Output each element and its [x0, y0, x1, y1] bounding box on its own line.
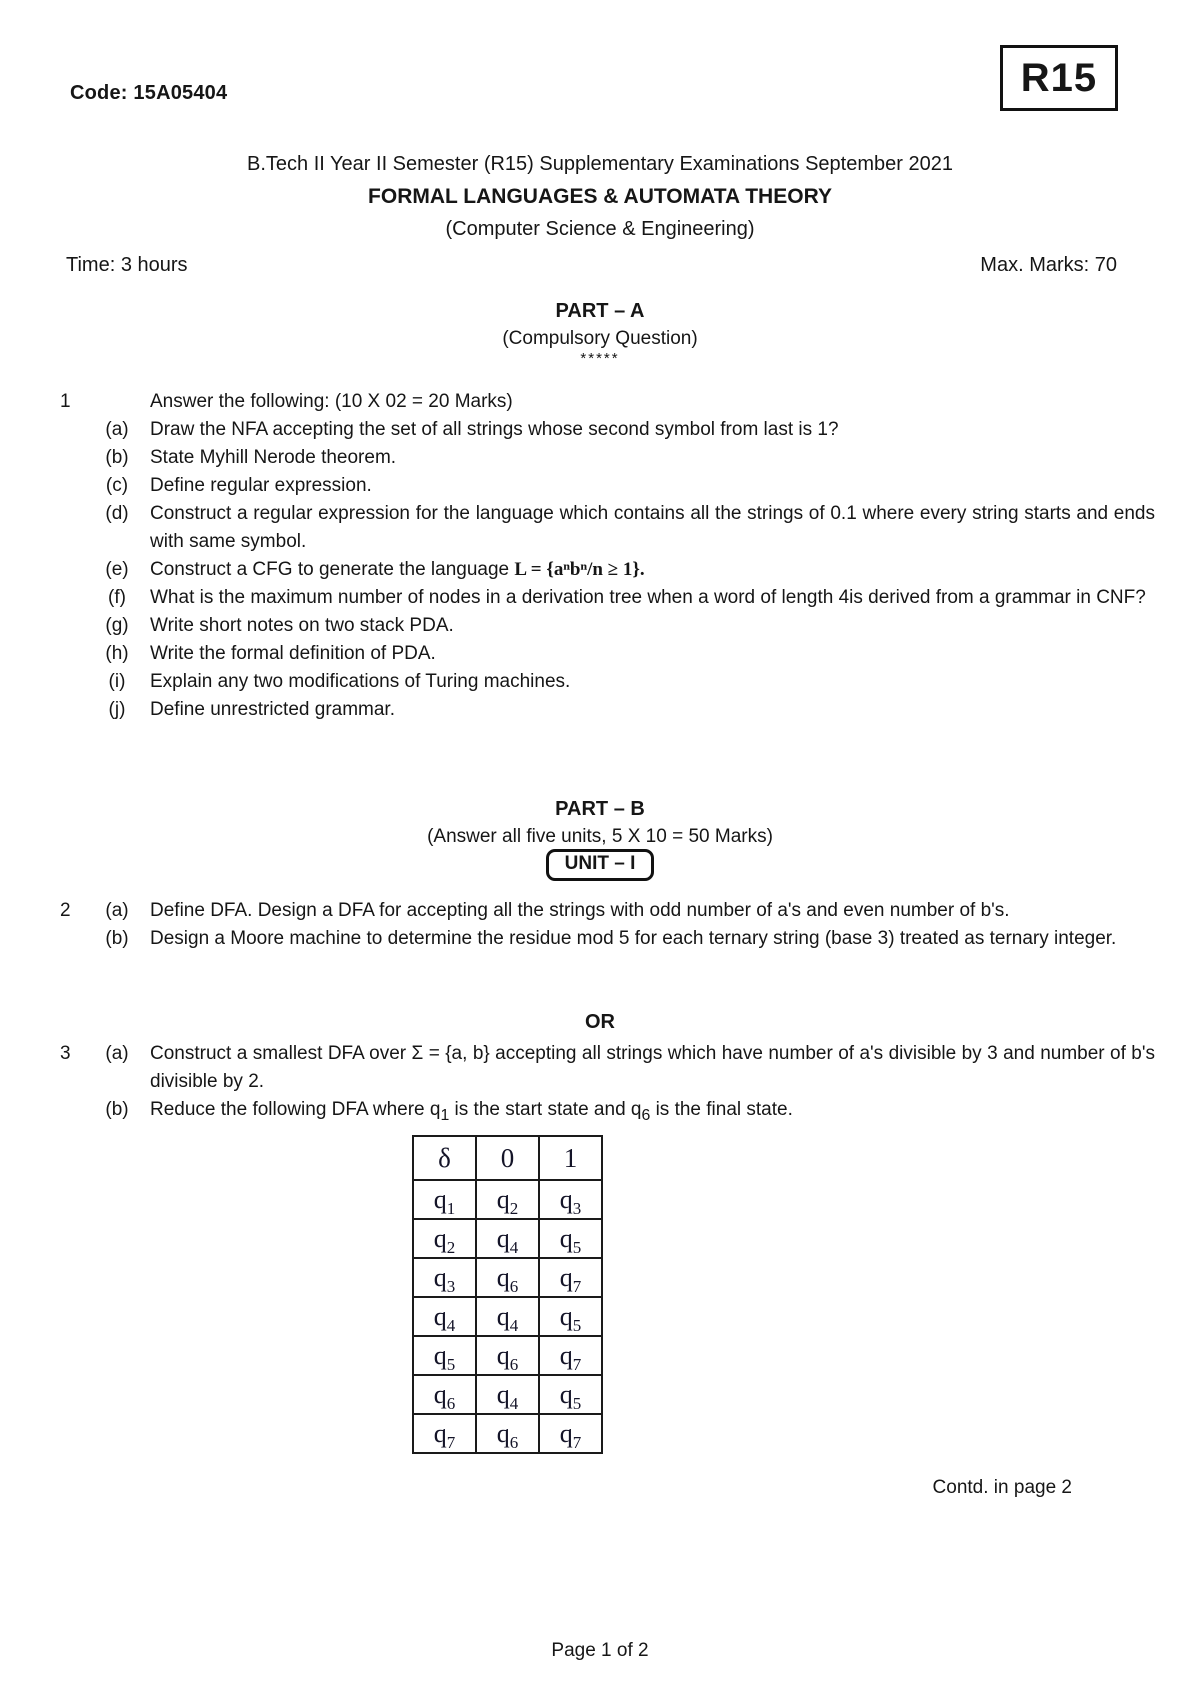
- unit-1-box-wrap: [0, 849, 1200, 881]
- delta-header-cell: δ: [413, 1136, 476, 1180]
- table-row: [413, 1375, 602, 1414]
- cfg-language-expression: L = {aⁿbⁿ/n ≥ 1}.: [514, 559, 645, 580]
- question-2-block: [60, 897, 1155, 953]
- state-cell: $q_7$: [413, 1414, 476, 1453]
- subquestion-label: (b): [105, 1099, 129, 1120]
- transition-cell: $q_4$: [476, 1219, 539, 1258]
- input-0-header-cell: 0: [476, 1136, 539, 1180]
- table-row: [413, 1336, 602, 1375]
- subquestion-text: Explain any two modifications of Turing machines.: [150, 671, 571, 692]
- subquestion-text: What is the maximum number of nodes in a derivation tree when a word of length 4is derived from a grammar in CNF?: [150, 587, 1146, 608]
- subquestion-label: (h): [105, 643, 129, 664]
- subquestion-row: [60, 668, 1155, 696]
- subquestion-text: State Myhill Nerode theorem.: [150, 447, 397, 468]
- spacer: [60, 472, 98, 500]
- state-cell: $q_1$: [413, 1180, 476, 1219]
- transition-cell: $q_7$: [539, 1336, 602, 1375]
- subquestion-label: (g): [105, 615, 129, 636]
- subquestion-row: [60, 416, 1155, 444]
- or-divider: OR: [585, 1011, 615, 1033]
- subquestion-label: (f): [108, 587, 126, 608]
- question-3-block: [60, 1040, 1155, 1130]
- unit-1-label: UNIT – I: [546, 849, 655, 881]
- subquestion-text: Define DFA. Design a DFA for accepting all the strings with odd number of a's and even number of b's.: [150, 900, 1010, 921]
- subquestion-row: [60, 1040, 1155, 1096]
- transition-cell: $q_5$: [539, 1375, 602, 1414]
- transition-cell: $q_3$: [539, 1180, 602, 1219]
- transition-cell: $q_6$: [476, 1414, 539, 1453]
- spacer: [60, 668, 98, 696]
- subquestion-text: Reduce the following DFA where $q_1$ is the start state and $q_6$ is the final state.: [150, 1099, 793, 1124]
- table-row: [413, 1180, 602, 1219]
- subquestion-row: [60, 640, 1155, 668]
- branch-subtitle: (Computer Science & Engineering): [445, 218, 755, 240]
- spacer: [60, 925, 98, 953]
- subquestion-row: [60, 897, 1155, 925]
- subquestion-text: [150, 556, 1155, 584]
- subquestion-row: [60, 925, 1155, 953]
- transition-cell: $q_4$: [476, 1297, 539, 1336]
- paper-code: Code: 15A05404: [70, 82, 228, 104]
- subquestion-row: [60, 500, 1155, 556]
- transition-cell: $q_6$: [476, 1336, 539, 1375]
- transition-cell: $q_2$: [476, 1180, 539, 1219]
- subquestion-label: (j): [108, 699, 126, 720]
- state-cell: $q_5$: [413, 1336, 476, 1375]
- spacer: [60, 556, 98, 584]
- subquestion-label: (d): [105, 503, 129, 524]
- transition-cell: $q_4$: [476, 1375, 539, 1414]
- part-b-heading: PART – B: [555, 798, 645, 820]
- subquestion-label: (e): [105, 559, 129, 580]
- transition-cell: $q_5$: [539, 1219, 602, 1258]
- dfa-transition-table: [412, 1135, 603, 1454]
- exam-session-title: B.Tech II Year II Semester (R15) Supplementary Examinations September 2021: [247, 153, 953, 175]
- subquestion-text: Define unrestricted grammar.: [150, 699, 395, 720]
- subquestion-label: (c): [105, 475, 129, 496]
- subquestion-text: Write short notes on two stack PDA.: [150, 615, 454, 636]
- input-1-header-cell: 1: [539, 1136, 602, 1180]
- table-row: [413, 1219, 602, 1258]
- subject-title: FORMAL LANGUAGES & AUTOMATA THEORY: [368, 185, 832, 208]
- question-number: 1: [60, 391, 71, 412]
- spacer: [60, 500, 98, 556]
- subquestion-row: [60, 696, 1155, 724]
- spacer: [60, 640, 98, 668]
- table-row: [413, 1297, 602, 1336]
- subquestion-label: (a): [105, 1043, 129, 1064]
- spacer: [60, 696, 98, 724]
- page-number-footer: Page 1 of 2: [551, 1640, 649, 1661]
- table-row: [413, 1258, 602, 1297]
- spacer: [60, 444, 98, 472]
- table-row: [413, 1414, 602, 1453]
- subquestion-label: (a): [105, 419, 129, 440]
- question-1-block: [60, 388, 1155, 724]
- subquestion-label: (i): [108, 671, 126, 692]
- subquestion-text: Construct a smallest DFA over Σ = {a, b} accepting all strings which have number of a's divisible by 3 and number of b's divisible by 2.: [150, 1043, 1155, 1092]
- subquestion-label: (b): [105, 928, 129, 949]
- continued-note: Contd. in page 2: [932, 1477, 1072, 1498]
- transition-cell: $q_7$: [539, 1258, 602, 1297]
- question-number: 2: [60, 900, 71, 921]
- subquestion-text: Design a Moore machine to determine the residue mod 5 for each ternary string (base 3) treated as ternary integer.: [150, 928, 1117, 949]
- subquestion-text: Define regular expression.: [150, 475, 372, 496]
- transition-cell: $q_6$: [476, 1258, 539, 1297]
- part-a-heading: PART – A: [555, 300, 645, 322]
- part-b-subheading: (Answer all five units, 5 X 10 = 50 Marks): [427, 826, 773, 847]
- time-marks-row: [66, 254, 1117, 277]
- question-1-intro-row: [60, 388, 1155, 416]
- subquestion-row: [60, 612, 1155, 640]
- table-header-row: [413, 1136, 602, 1180]
- state-cell: $q_3$: [413, 1258, 476, 1297]
- state-cell: $q_4$: [413, 1297, 476, 1336]
- subquestion-row: [60, 444, 1155, 472]
- max-marks-label: Max. Marks: 70: [980, 254, 1117, 276]
- transition-cell: $q_7$: [539, 1414, 602, 1453]
- subquestion-row: [60, 584, 1155, 612]
- spacer: [98, 388, 150, 416]
- stars-divider: *****: [580, 350, 620, 367]
- subquestion-text: Draw the NFA accepting the set of all strings whose second symbol from last is 1?: [150, 419, 839, 440]
- state-cell: $q_2$: [413, 1219, 476, 1258]
- question-intro-text: Answer the following: (10 X 02 = 20 Marks): [150, 391, 513, 412]
- state-cell: $q_6$: [413, 1375, 476, 1414]
- subquestion-text: Construct a regular expression for the language which contains all the strings of 0.1 where every string starts and ends with same symbol.: [150, 503, 1155, 552]
- regulation-badge: [1000, 45, 1118, 111]
- time-label: Time: 3 hours: [66, 254, 188, 276]
- part-a-subheading: (Compulsory Question): [502, 328, 698, 349]
- spacer: [60, 416, 98, 444]
- subquestion-row: [60, 556, 1155, 584]
- subquestion-text-prefix: Construct a CFG to generate the language: [150, 559, 515, 580]
- transition-cell: $q_5$: [539, 1297, 602, 1336]
- spacer: [60, 584, 98, 612]
- subquestion-row: [60, 1096, 1155, 1130]
- question-number: 3: [60, 1043, 71, 1064]
- spacer: [60, 612, 98, 640]
- subquestion-text: Write the formal definition of PDA.: [150, 643, 436, 664]
- spacer: [60, 1096, 98, 1130]
- regulation-badge-text: R15: [1020, 55, 1098, 100]
- subquestion-label: (a): [105, 900, 129, 921]
- subquestion-row: [60, 472, 1155, 500]
- subquestion-label: (b): [105, 447, 129, 468]
